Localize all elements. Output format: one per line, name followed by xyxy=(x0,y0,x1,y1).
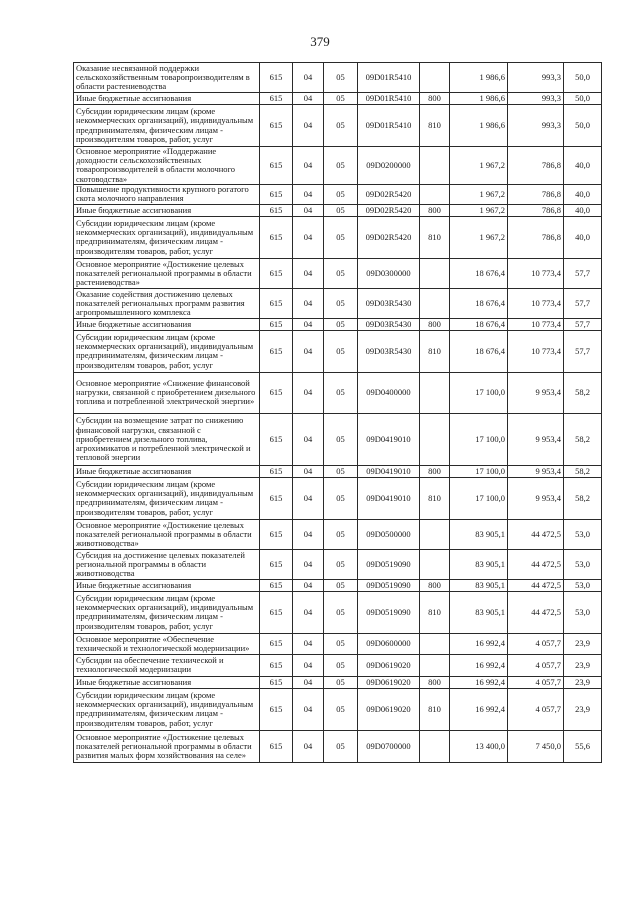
table-row xyxy=(74,258,602,288)
cell-target-article: 09D0700000 xyxy=(358,730,420,762)
cell-executed: 786,8 xyxy=(508,184,564,204)
cell-subsection: 05 xyxy=(324,549,358,579)
cell-subsection: 05 xyxy=(324,730,358,762)
cell-grbs: 615 xyxy=(260,591,293,633)
cell-subsection: 05 xyxy=(324,591,358,633)
cell-grbs: 615 xyxy=(260,204,293,216)
cell-grbs: 615 xyxy=(260,63,293,93)
cell-section: 04 xyxy=(293,288,324,318)
cell-name: Субсидии юридическим лицам (кроме некоммерческих организаций), индивидуальным предпринимателям, физическим лицам - производителям товаров, работ, услуг xyxy=(74,105,260,147)
table-row xyxy=(74,216,602,258)
cell-percent: 53,0 xyxy=(564,549,602,579)
cell-plan: 17 100,0 xyxy=(450,477,508,519)
cell-plan: 83 905,1 xyxy=(450,591,508,633)
cell-target-article: 09D01R5410 xyxy=(358,63,420,93)
cell-expense-type xyxy=(420,654,450,676)
cell-target-article: 09D02R5420 xyxy=(358,184,420,204)
cell-expense-type: 800 xyxy=(420,465,450,477)
cell-expense-type xyxy=(420,147,450,185)
cell-percent: 53,0 xyxy=(564,519,602,549)
cell-plan: 1 967,2 xyxy=(450,184,508,204)
cell-section: 04 xyxy=(293,204,324,216)
cell-grbs: 615 xyxy=(260,330,293,372)
cell-plan: 18 676,4 xyxy=(450,318,508,330)
cell-percent: 57,7 xyxy=(564,288,602,318)
cell-plan: 83 905,1 xyxy=(450,519,508,549)
cell-grbs: 615 xyxy=(260,105,293,147)
cell-section: 04 xyxy=(293,147,324,185)
cell-target-article: 09D0619020 xyxy=(358,688,420,730)
cell-percent: 23,9 xyxy=(564,633,602,654)
cell-expense-type xyxy=(420,63,450,93)
cell-name: Основное мероприятие «Достижение целевых показателей региональной программы в области развития малых форм хозяйствования на селе» xyxy=(74,730,260,762)
cell-section: 04 xyxy=(293,519,324,549)
cell-grbs: 615 xyxy=(260,184,293,204)
cell-name: Субсидии юридическим лицам (кроме некоммерческих организаций), индивидуальным предпринимателям, физическим лицам - производителям товаров, работ, услуг xyxy=(74,688,260,730)
cell-name: Субсидия на достижение целевых показателей региональной программы в области животноводства xyxy=(74,549,260,579)
cell-subsection: 05 xyxy=(324,654,358,676)
cell-plan: 13 400,0 xyxy=(450,730,508,762)
cell-expense-type: 800 xyxy=(420,579,450,591)
cell-executed: 44 472,5 xyxy=(508,591,564,633)
cell-executed: 44 472,5 xyxy=(508,579,564,591)
table-row xyxy=(74,204,602,216)
cell-executed: 4 057,7 xyxy=(508,654,564,676)
table-row xyxy=(74,579,602,591)
cell-grbs: 615 xyxy=(260,579,293,591)
cell-grbs: 615 xyxy=(260,730,293,762)
cell-target-article: 09D0519090 xyxy=(358,549,420,579)
cell-name: Иные бюджетные ассигнования xyxy=(74,676,260,688)
cell-expense-type: 810 xyxy=(420,688,450,730)
cell-executed: 10 773,4 xyxy=(508,318,564,330)
cell-name: Субсидии на возмещение затрат по снижению финансовой нагрузки, связанной с приобретением дизельного топлива, агрохимикатов и потребленной электрической и тепловой энергии xyxy=(74,413,260,465)
cell-section: 04 xyxy=(293,688,324,730)
cell-expense-type xyxy=(420,258,450,288)
cell-name: Иные бюджетные ассигнования xyxy=(74,93,260,105)
cell-section: 04 xyxy=(293,93,324,105)
cell-grbs: 615 xyxy=(260,372,293,413)
table-row xyxy=(74,654,602,676)
cell-plan: 16 992,4 xyxy=(450,654,508,676)
table-row xyxy=(74,184,602,204)
cell-percent: 50,0 xyxy=(564,63,602,93)
cell-percent: 40,0 xyxy=(564,216,602,258)
cell-percent: 23,9 xyxy=(564,688,602,730)
cell-subsection: 05 xyxy=(324,688,358,730)
cell-plan: 17 100,0 xyxy=(450,372,508,413)
cell-subsection: 05 xyxy=(324,477,358,519)
cell-subsection: 05 xyxy=(324,413,358,465)
cell-expense-type: 800 xyxy=(420,93,450,105)
cell-target-article: 09D01R5410 xyxy=(358,93,420,105)
table-row xyxy=(74,330,602,372)
cell-executed: 4 057,7 xyxy=(508,676,564,688)
cell-executed: 9 953,4 xyxy=(508,477,564,519)
cell-grbs: 615 xyxy=(260,288,293,318)
cell-grbs: 615 xyxy=(260,633,293,654)
cell-plan: 1 967,2 xyxy=(450,147,508,185)
cell-name: Иные бюджетные ассигнования xyxy=(74,579,260,591)
cell-expense-type: 810 xyxy=(420,216,450,258)
cell-grbs: 615 xyxy=(260,258,293,288)
cell-expense-type: 800 xyxy=(420,318,450,330)
cell-percent: 58,2 xyxy=(564,465,602,477)
cell-expense-type xyxy=(420,519,450,549)
table-row xyxy=(74,730,602,762)
cell-percent: 58,2 xyxy=(564,413,602,465)
cell-executed: 993,3 xyxy=(508,63,564,93)
cell-plan: 18 676,4 xyxy=(450,288,508,318)
cell-plan: 16 992,4 xyxy=(450,633,508,654)
cell-section: 04 xyxy=(293,184,324,204)
cell-subsection: 05 xyxy=(324,93,358,105)
cell-subsection: 05 xyxy=(324,147,358,185)
table-row xyxy=(74,519,602,549)
cell-expense-type xyxy=(420,633,450,654)
cell-section: 04 xyxy=(293,258,324,288)
cell-expense-type: 810 xyxy=(420,477,450,519)
cell-expense-type xyxy=(420,730,450,762)
cell-executed: 7 450,0 xyxy=(508,730,564,762)
cell-grbs: 615 xyxy=(260,216,293,258)
cell-subsection: 05 xyxy=(324,465,358,477)
budget-table-body xyxy=(74,63,602,763)
cell-plan: 16 992,4 xyxy=(450,688,508,730)
cell-name: Субсидии юридическим лицам (кроме некоммерческих организаций), индивидуальным предпринимателям, физическим лицам - производителям товаров, работ, услуг xyxy=(74,591,260,633)
cell-executed: 4 057,7 xyxy=(508,633,564,654)
cell-name: Субсидии юридическим лицам (кроме некоммерческих организаций), индивидуальным предпринимателям, физическим лицам - производителям товаров, работ, услуг xyxy=(74,330,260,372)
cell-grbs: 615 xyxy=(260,477,293,519)
cell-section: 04 xyxy=(293,633,324,654)
table-row xyxy=(74,288,602,318)
cell-expense-type xyxy=(420,288,450,318)
cell-grbs: 615 xyxy=(260,318,293,330)
table-row xyxy=(74,413,602,465)
cell-plan: 17 100,0 xyxy=(450,413,508,465)
cell-plan: 1 967,2 xyxy=(450,204,508,216)
cell-percent: 53,0 xyxy=(564,579,602,591)
table-row xyxy=(74,105,602,147)
cell-percent: 50,0 xyxy=(564,93,602,105)
table-row xyxy=(74,591,602,633)
cell-plan: 83 905,1 xyxy=(450,549,508,579)
cell-target-article: 09D03R5430 xyxy=(358,318,420,330)
cell-percent: 53,0 xyxy=(564,591,602,633)
cell-percent: 40,0 xyxy=(564,147,602,185)
cell-target-article: 09D02R5420 xyxy=(358,216,420,258)
cell-section: 04 xyxy=(293,318,324,330)
cell-executed: 10 773,4 xyxy=(508,258,564,288)
cell-target-article: 09D0600000 xyxy=(358,633,420,654)
cell-target-article: 09D0619020 xyxy=(358,676,420,688)
cell-plan: 17 100,0 xyxy=(450,465,508,477)
cell-percent: 23,9 xyxy=(564,676,602,688)
table-row xyxy=(74,63,602,93)
cell-grbs: 615 xyxy=(260,465,293,477)
cell-percent: 57,7 xyxy=(564,330,602,372)
cell-plan: 18 676,4 xyxy=(450,258,508,288)
cell-plan: 1 986,6 xyxy=(450,105,508,147)
cell-expense-type: 810 xyxy=(420,591,450,633)
cell-executed: 9 953,4 xyxy=(508,465,564,477)
cell-name: Основное мероприятие «Достижение целевых показателей региональной программы в области растениеводства» xyxy=(74,258,260,288)
cell-percent: 57,7 xyxy=(564,318,602,330)
cell-name: Основное мероприятие «Снижение финансовой нагрузки, связанной с приобретением дизельного топлива и потребленной электрической энергии» xyxy=(74,372,260,413)
cell-executed: 993,3 xyxy=(508,105,564,147)
table-row xyxy=(74,676,602,688)
cell-name: Иные бюджетные ассигнования xyxy=(74,465,260,477)
cell-executed: 4 057,7 xyxy=(508,688,564,730)
cell-subsection: 05 xyxy=(324,318,358,330)
cell-expense-type: 800 xyxy=(420,204,450,216)
cell-plan: 83 905,1 xyxy=(450,579,508,591)
cell-percent: 40,0 xyxy=(564,204,602,216)
cell-section: 04 xyxy=(293,413,324,465)
cell-section: 04 xyxy=(293,63,324,93)
cell-executed: 9 953,4 xyxy=(508,372,564,413)
cell-grbs: 615 xyxy=(260,654,293,676)
cell-subsection: 05 xyxy=(324,579,358,591)
cell-section: 04 xyxy=(293,372,324,413)
cell-percent: 58,2 xyxy=(564,372,602,413)
cell-section: 04 xyxy=(293,216,324,258)
cell-percent: 55,6 xyxy=(564,730,602,762)
cell-target-article: 09D0619020 xyxy=(358,654,420,676)
cell-subsection: 05 xyxy=(324,184,358,204)
cell-target-article: 09D0500000 xyxy=(358,519,420,549)
cell-expense-type xyxy=(420,413,450,465)
cell-percent: 23,9 xyxy=(564,654,602,676)
cell-name: Оказание содействия достижению целевых показателей региональных программ развития агропромышленного комплекса xyxy=(74,288,260,318)
cell-section: 04 xyxy=(293,465,324,477)
cell-subsection: 05 xyxy=(324,372,358,413)
cell-name: Субсидии на обеспечение технической и технологической модернизации xyxy=(74,654,260,676)
cell-target-article: 09D0419010 xyxy=(358,477,420,519)
cell-target-article: 09D0300000 xyxy=(358,258,420,288)
cell-section: 04 xyxy=(293,730,324,762)
cell-executed: 44 472,5 xyxy=(508,519,564,549)
cell-target-article: 09D0419010 xyxy=(358,465,420,477)
table-row xyxy=(74,372,602,413)
cell-section: 04 xyxy=(293,549,324,579)
cell-name: Основное мероприятие «Обеспечение технической и технологической модернизации» xyxy=(74,633,260,654)
cell-subsection: 05 xyxy=(324,330,358,372)
cell-executed: 993,3 xyxy=(508,93,564,105)
cell-section: 04 xyxy=(293,579,324,591)
table-row xyxy=(74,633,602,654)
cell-section: 04 xyxy=(293,330,324,372)
cell-expense-type xyxy=(420,184,450,204)
cell-subsection: 05 xyxy=(324,105,358,147)
cell-subsection: 05 xyxy=(324,288,358,318)
cell-subsection: 05 xyxy=(324,676,358,688)
cell-plan: 16 992,4 xyxy=(450,676,508,688)
table-row xyxy=(74,147,602,185)
cell-section: 04 xyxy=(293,591,324,633)
cell-expense-type xyxy=(420,549,450,579)
cell-expense-type: 810 xyxy=(420,105,450,147)
cell-expense-type: 800 xyxy=(420,676,450,688)
cell-expense-type xyxy=(420,372,450,413)
cell-executed: 786,8 xyxy=(508,204,564,216)
table-row xyxy=(74,549,602,579)
cell-target-article: 09D0419010 xyxy=(358,413,420,465)
cell-executed: 44 472,5 xyxy=(508,549,564,579)
table-row xyxy=(74,477,602,519)
cell-section: 04 xyxy=(293,105,324,147)
cell-subsection: 05 xyxy=(324,519,358,549)
cell-executed: 9 953,4 xyxy=(508,413,564,465)
cell-grbs: 615 xyxy=(260,147,293,185)
cell-target-article: 09D01R5410 xyxy=(358,105,420,147)
cell-percent: 58,2 xyxy=(564,477,602,519)
cell-plan: 1 986,6 xyxy=(450,63,508,93)
cell-target-article: 09D03R5430 xyxy=(358,330,420,372)
table-row xyxy=(74,93,602,105)
cell-target-article: 09D03R5430 xyxy=(358,288,420,318)
cell-expense-type: 810 xyxy=(420,330,450,372)
cell-executed: 786,8 xyxy=(508,216,564,258)
cell-section: 04 xyxy=(293,477,324,519)
cell-grbs: 615 xyxy=(260,549,293,579)
cell-grbs: 615 xyxy=(260,688,293,730)
cell-name: Иные бюджетные ассигнования xyxy=(74,204,260,216)
cell-target-article: 09D0519090 xyxy=(358,579,420,591)
table-row xyxy=(74,465,602,477)
cell-subsection: 05 xyxy=(324,258,358,288)
cell-percent: 40,0 xyxy=(564,184,602,204)
cell-subsection: 05 xyxy=(324,216,358,258)
cell-name: Субсидии юридическим лицам (кроме некоммерческих организаций), индивидуальным предпринимателям, физическим лицам - производителям товаров, работ, услуг xyxy=(74,477,260,519)
cell-grbs: 615 xyxy=(260,93,293,105)
table-row xyxy=(74,318,602,330)
budget-table xyxy=(73,62,602,763)
cell-plan: 18 676,4 xyxy=(450,330,508,372)
cell-target-article: 09D0519090 xyxy=(358,591,420,633)
cell-name: Оказание несвязанной поддержки сельскохозяйственным товаропроизводителям в области растениеводства xyxy=(74,63,260,93)
cell-grbs: 615 xyxy=(260,519,293,549)
cell-grbs: 615 xyxy=(260,676,293,688)
cell-executed: 10 773,4 xyxy=(508,288,564,318)
cell-section: 04 xyxy=(293,654,324,676)
cell-plan: 1 967,2 xyxy=(450,216,508,258)
cell-percent: 57,7 xyxy=(564,258,602,288)
cell-executed: 10 773,4 xyxy=(508,330,564,372)
page-number: 379 xyxy=(310,34,330,49)
cell-name: Основное мероприятие «Достижение целевых показателей региональной программы в области животноводства» xyxy=(74,519,260,549)
cell-plan: 1 986,6 xyxy=(450,93,508,105)
cell-executed: 786,8 xyxy=(508,147,564,185)
cell-subsection: 05 xyxy=(324,63,358,93)
cell-name: Субсидии юридическим лицам (кроме некоммерческих организаций), индивидуальным предпринимателям, физическим лицам - производителям товаров, работ, услуг xyxy=(74,216,260,258)
cell-target-article: 09D0400000 xyxy=(358,372,420,413)
cell-target-article: 09D02R5420 xyxy=(358,204,420,216)
cell-name: Основное мероприятие «Поддержание доходности сельскохозяйственных товаропроизводителей в области молочного скотоводства» xyxy=(74,147,260,185)
cell-name: Повышение продуктивности крупного рогатого скота молочного направления xyxy=(74,184,260,204)
cell-subsection: 05 xyxy=(324,633,358,654)
cell-subsection: 05 xyxy=(324,204,358,216)
cell-name: Иные бюджетные ассигнования xyxy=(74,318,260,330)
table-row xyxy=(74,688,602,730)
cell-section: 04 xyxy=(293,676,324,688)
cell-percent: 50,0 xyxy=(564,105,602,147)
cell-target-article: 09D0200000 xyxy=(358,147,420,185)
cell-grbs: 615 xyxy=(260,413,293,465)
